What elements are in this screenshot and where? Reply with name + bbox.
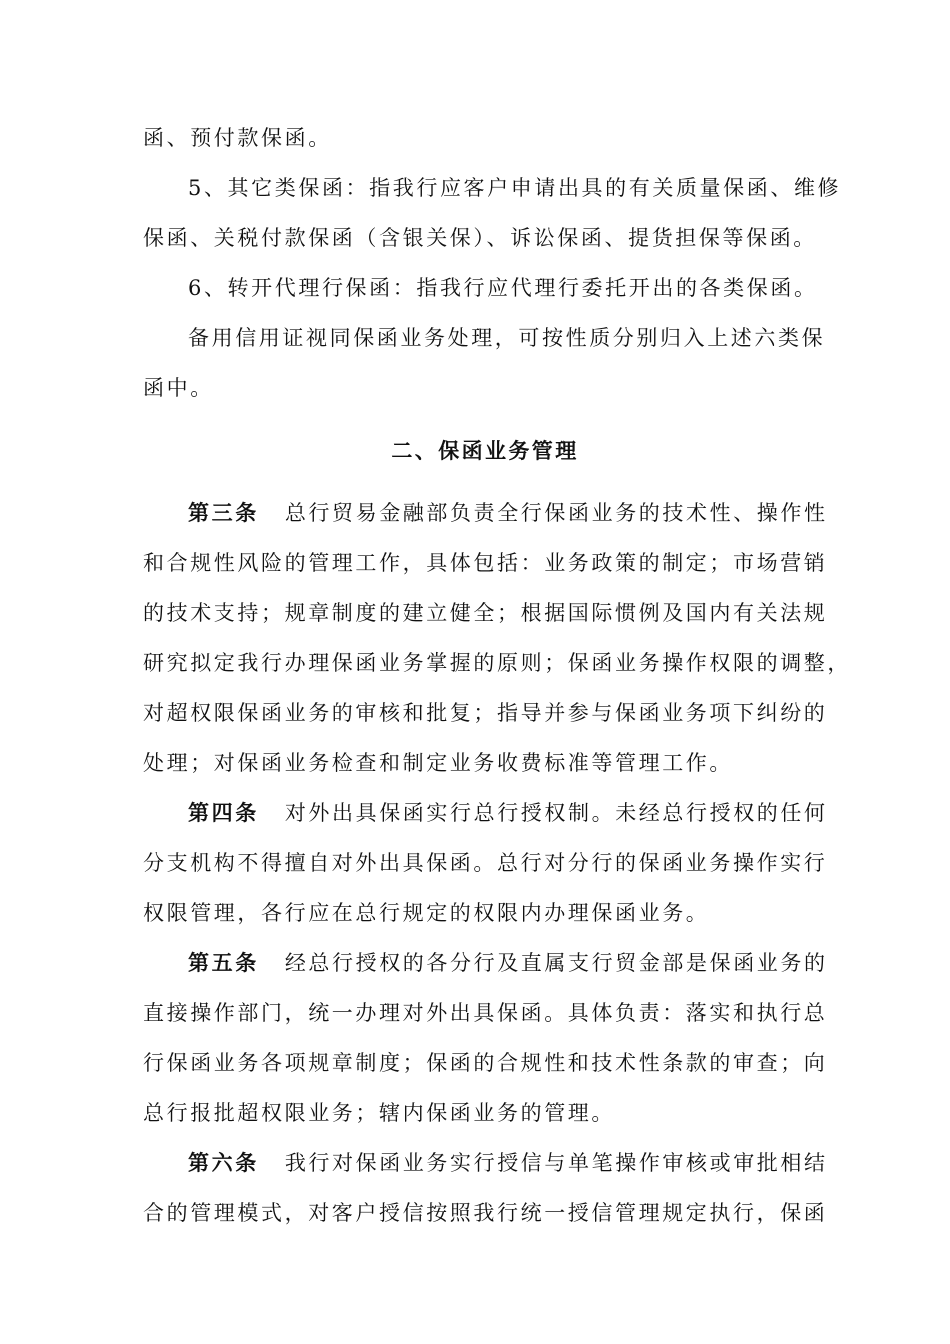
paragraph-line: 保函、关税付款保函（含银关保）、诉讼保函、提货担保等保函。 — [143, 226, 817, 250]
article-4-text: 对外出具保函实行总行授权制。未经总行授权的任何 — [284, 801, 828, 825]
paragraph-line: 6、转开代理行保函：指我行应代理行委托开出的各类保函。 — [188, 276, 818, 300]
paragraph-line: 的技术支持；规章制度的建立健全；根据国际惯例及国内有关法规 — [143, 601, 828, 625]
article-3-line — [0, 488, 828, 538]
paragraph-line: 研究拟定我行办理保函业务掌握的原则；保函业务操作权限的调整， — [143, 651, 851, 675]
paragraph-line: 分支机构不得擅自对外出具保函。总行对分行的保函业务操作实行 — [143, 851, 828, 875]
paragraph-line: 直接操作部门，统一办理对外出具保函。具体负责：落实和执行总 — [143, 1001, 828, 1025]
article-4-label: 第四条 — [188, 800, 259, 825]
article-6-line — [0, 1138, 828, 1188]
paragraph-line: 处理；对保函业务检查和制定业务收费标准等管理工作。 — [143, 751, 733, 775]
paragraph-line: 总行报批超权限业务；辖内保函业务的管理。 — [143, 1101, 615, 1125]
paragraph-line: 5、其它类保函：指我行应客户申请出具的有关质量保函、维修 — [188, 176, 842, 200]
article-6-label: 第六条 — [188, 1150, 259, 1175]
article-5-line — [0, 938, 828, 988]
article-3-label: 第三条 — [188, 500, 259, 525]
paragraph-line: 函、预付款保函。 — [143, 126, 332, 150]
article-5-label: 第五条 — [188, 950, 259, 975]
article-6-text: 我行对保函业务实行授信与单笔操作审核或审批相结 — [284, 1151, 828, 1175]
section-heading: 二、保函业务管理 — [391, 438, 579, 463]
article-3-text: 总行贸易金融部负责全行保函业务的技术性、操作性 — [284, 501, 828, 525]
paragraph-line: 权限管理，各行应在总行规定的权限内办理保函业务。 — [143, 901, 710, 925]
paragraph-line: 备用信用证视同保函业务处理，可按性质分别归入上述六类保 — [188, 326, 826, 350]
article-4-line — [0, 788, 828, 838]
paragraph-line: 行保函业务各项规章制度；保函的合规性和技术性条款的审查；向 — [143, 1051, 828, 1075]
paragraph-line: 对超权限保函业务的审核和批复；指导并参与保函业务项下纠纷的 — [143, 701, 828, 725]
paragraph-line: 函中。 — [143, 376, 214, 400]
article-5-text: 经总行授权的各分行及直属支行贸金部是保函业务的 — [284, 951, 828, 975]
paragraph-line: 合的管理模式，对客户授信按照我行统一授信管理规定执行，保函 — [143, 1201, 828, 1225]
paragraph-line: 和合规性风险的管理工作，具体包括：业务政策的制定；市场营销 — [143, 551, 828, 575]
